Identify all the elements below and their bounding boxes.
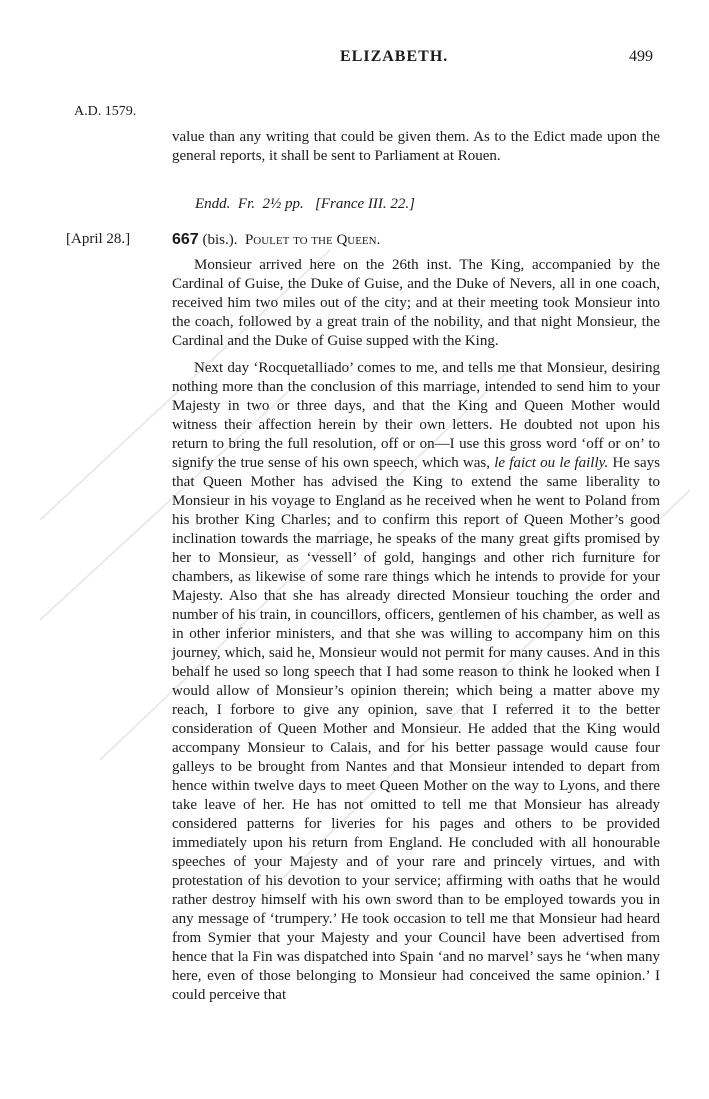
endorsement-endd: Endd. (195, 196, 231, 212)
paragraph-2-italic: le faict ou le failly. (494, 455, 609, 471)
paragraph-2-part-b: He says that Queen Mother has advised the King to extend the same liberality to Monsieur in his voyage to England as he received when he went to Poland from his brother King Charles; and to confirm this report of Queen Mother’s good inclination towards the marriage, he speaks of the many great gifts promised by her to Monsieur, as ‘vessell’ of gold, hangings and other rich furniture for chambers, as likewise of some rare things which he intends to provide for your Majesty. Also that she has already directed Monsieur touching the order and number of his train, in councillors, officers, gentlemen of his chamber, as well as in other inferior ministers, and that she was willing to accompany him on this journey, which, said he, Monsieur would not permit for many causes. And in this behalf he used so long speech that I had some reason to think he looked when I would allow of Monsieur’s opinion therein; which being a matter above my reach, I forbore to give any opinion, save that I referred it to the better consideration of Queen Mother and Monsieur. He added that the King would accompany Monsieur to Calais, and for his better passage would cause four galleys to be brought from Nantes and that Monsieur intended to depart from hence within twelve days to meet Queen Mother on the way to Lyons, and there take leave of her. He has not omitted to tell me that Monsieur has already considered patterns for liveries for his pages and others to be provided immediately upon his return from England. He concluded with all honourable speeches of your Majesty and of your rare and princely virtues, and with protestation of his devotion to your service; affirming with oaths that he would rather destroy himself with his own sword than to be employed towards you in any message of ‘trumpery.’ He took occasion to tell me that Monsieur had heard from Symier that your Majesty and your Council have been advertised from hence that la Fin was dispatched into Spain ‘and no marvel’ says he ‘when many here, even of those belonging to Monsieur had conceived the same opinion.’ I could perceive that (172, 455, 661, 1003)
margin-date: [April 28.] (66, 231, 131, 247)
entry-title: Poulet to the Queen. (244, 232, 381, 248)
endorsement-pages: 2½ pp. (262, 196, 304, 212)
running-head: ELIZABETH. (340, 48, 449, 65)
entry-heading (172, 231, 380, 249)
endorsement-fr: Fr. (237, 196, 256, 212)
entry-number: 667 (172, 231, 199, 248)
margin-year: A.D. 1579. (74, 104, 137, 119)
page-number: 499 (629, 48, 653, 65)
paragraph-text: value than any writing that could be given them. As to the Edict made upon the general reports, it shall be sent to Parliament at Rouen. (172, 129, 660, 164)
entry-bis: (bis.). (202, 232, 238, 248)
paragraph-1: Monsieur arrived here on the 26th inst. The King, accompanied by the Cardinal of Guise, the Duke of Guise, and the Duke of Nevers, all in one coach, received him two miles out of the city; and at their meeting took Monsieur into the coach, followed by a great train of the nobility, and that night Monsieur, the Cardinal and the Duke of Guise supped with the King. (172, 257, 660, 349)
continued-paragraph (172, 128, 660, 166)
paragraph-2 (172, 359, 660, 1005)
paragraph-2-part-a: Next day ‘Rocquetalliado’ comes to me, and tells me that Monsieur, desiring nothing more than the conclusion of this marriage, intended to send him to your Majesty in two or three days, and that the King and Queen Mother would witness their affection herein by their own letters. He doubted not upon his return to bring the full resolution, off or on—I use this gross word ‘off or on’ to signify the true sense of his own speech, which was, (172, 360, 660, 471)
endorsement-ref: [France III. 22.] (315, 196, 415, 212)
letter-body (172, 256, 660, 1013)
endorsement (195, 196, 415, 213)
